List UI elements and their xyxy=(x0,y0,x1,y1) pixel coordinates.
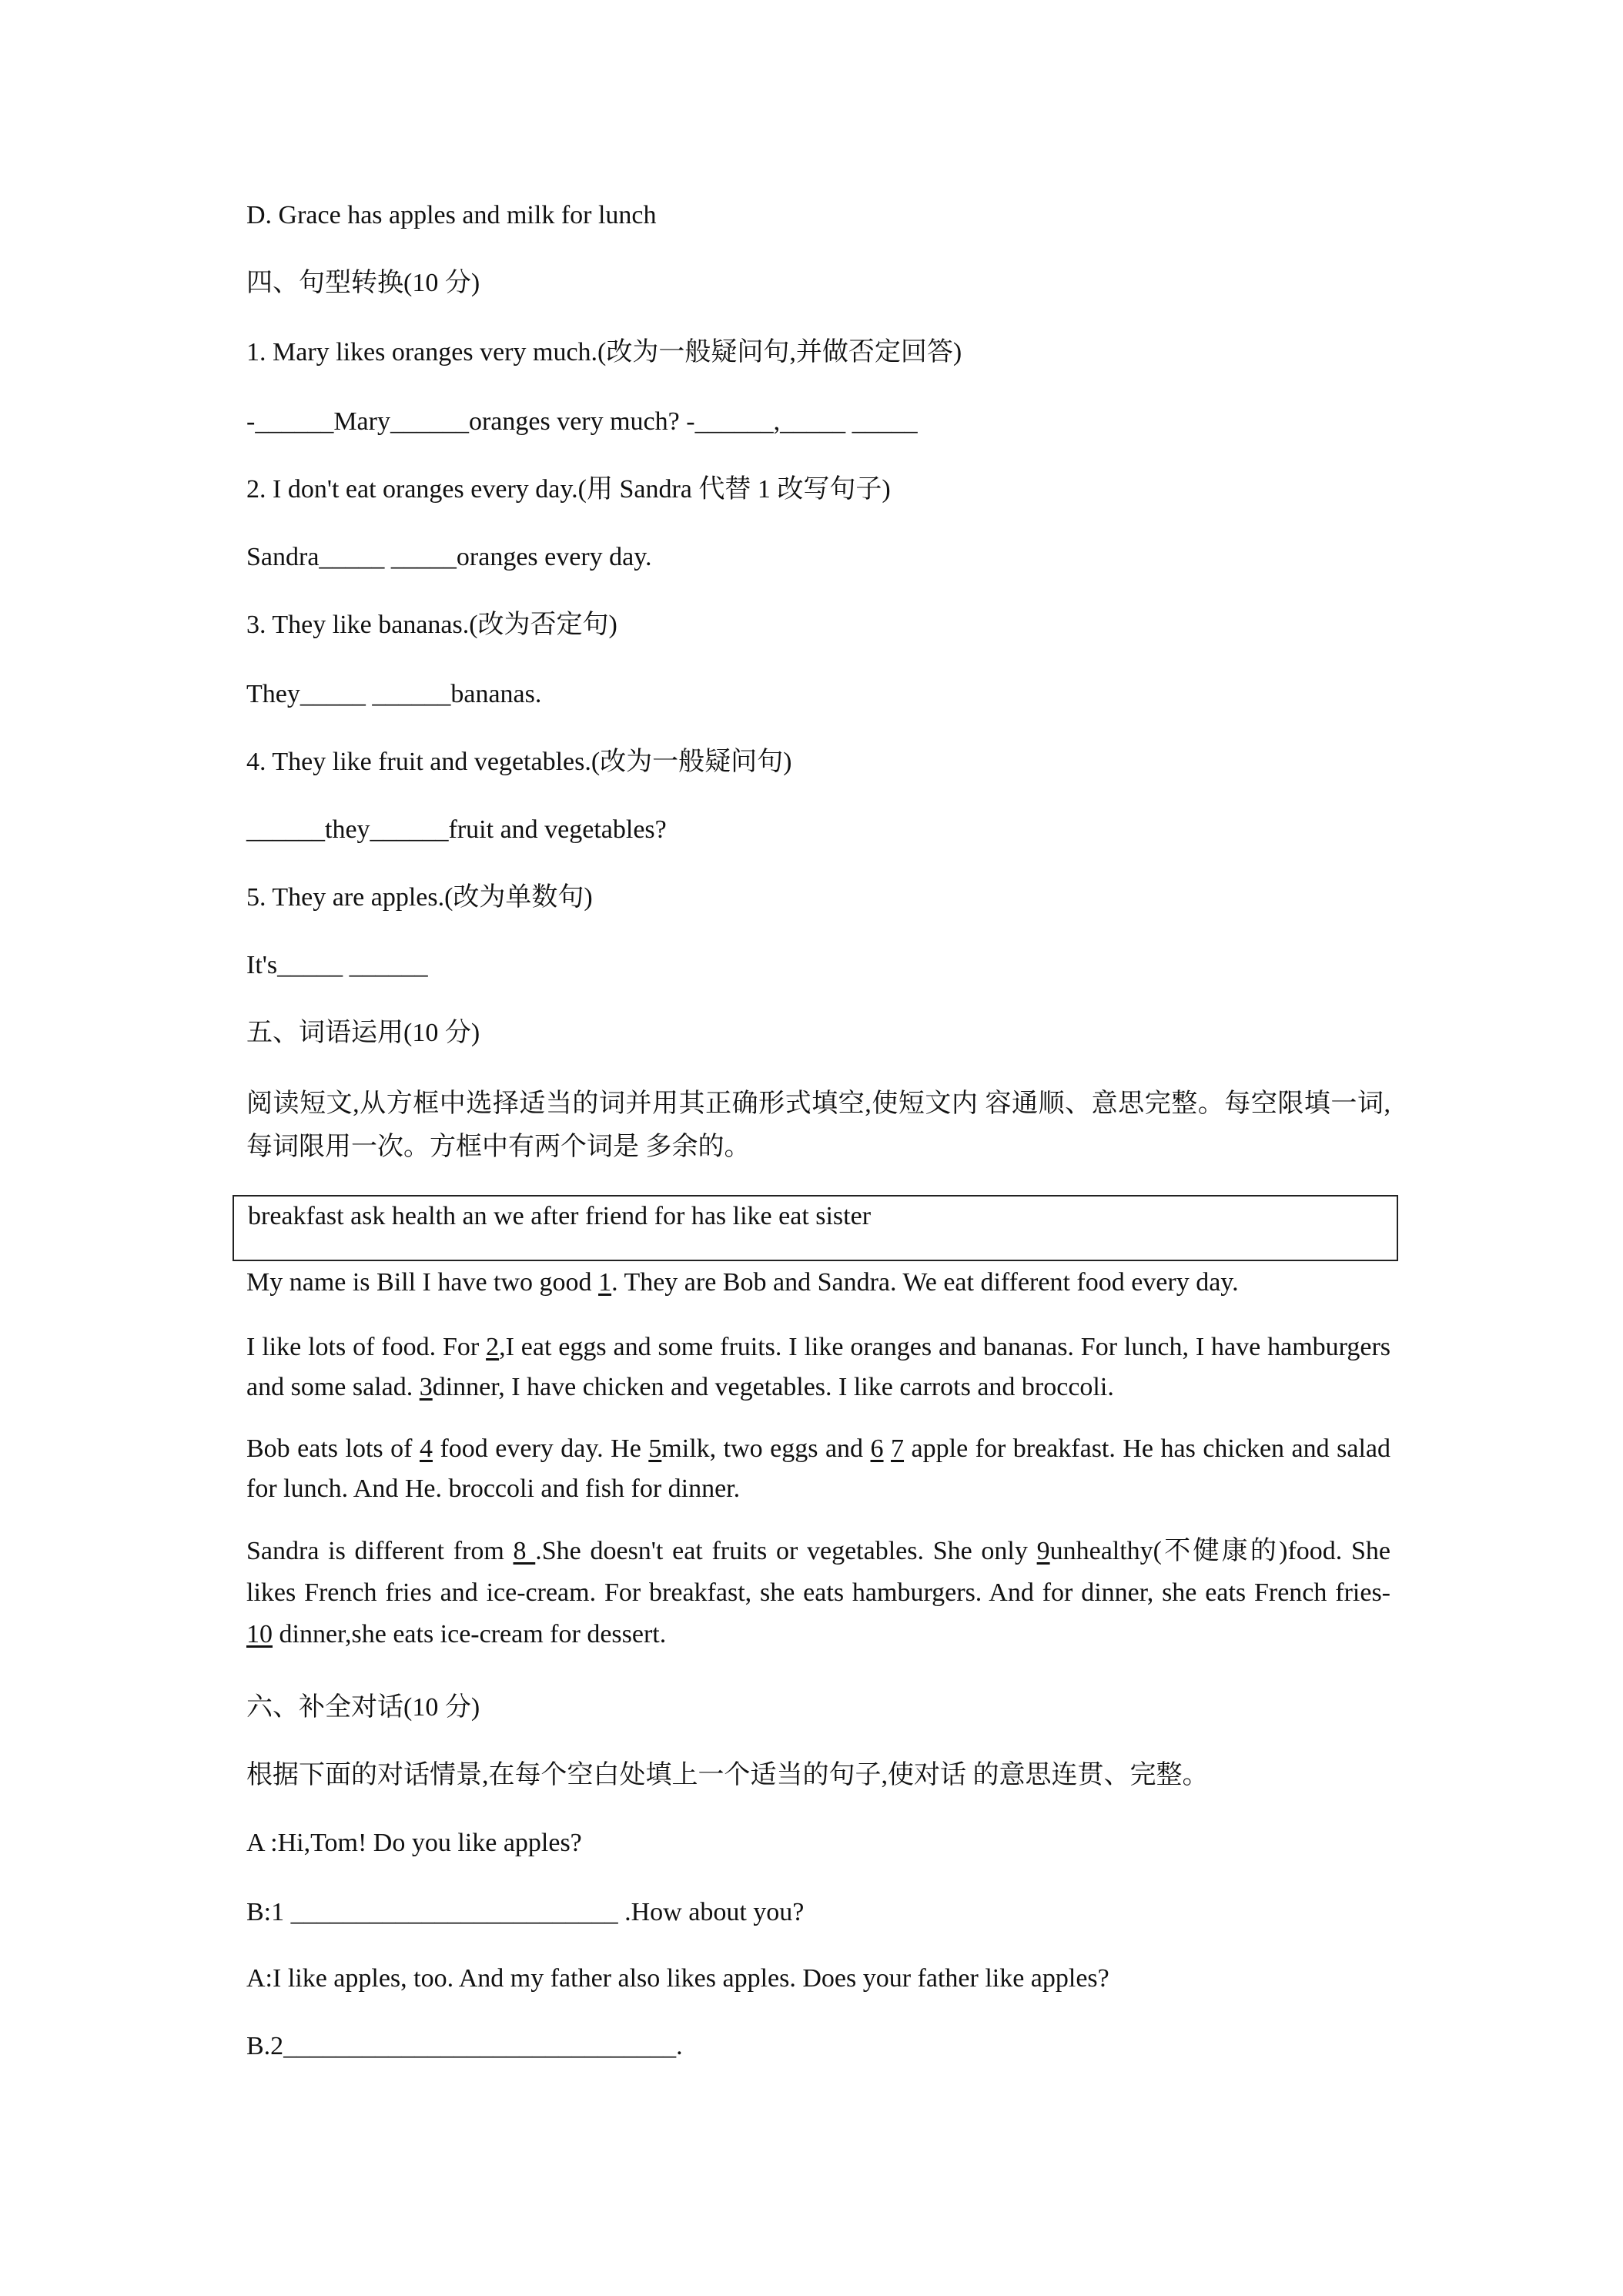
question-5-answer: It's_____ ______ xyxy=(246,951,428,979)
blank-number-6: 6 xyxy=(870,1434,884,1463)
question-2-answer: Sandra_____ _____oranges every day. xyxy=(246,543,652,571)
blank-number-1: 1 xyxy=(598,1268,612,1297)
passage-text: unhealthy(不健康的)food. She likes French fries and ice-cream. For breakfast, she eats hamburgers. And for dinner, she eats French fries- xyxy=(246,1537,1391,1607)
dialogue-line-2 xyxy=(246,1896,804,1930)
section-6-instruction: 根据下面的对话情景,在每个空白处填上一个适当的句子,使对话 的意思连贯、完整。 xyxy=(246,1761,1209,1789)
question-1: 1. Mary likes oranges very much.(改为一般疑问句,并做否定回答) xyxy=(246,338,962,366)
dialogue-line-1: A :Hi,Tom! Do you like apples? xyxy=(246,1829,582,1857)
question-5: 5. They are apples.(改为单数句) xyxy=(246,883,593,912)
passage-text: My name is Bill I have two good xyxy=(246,1268,599,1297)
passage-text xyxy=(884,1434,892,1463)
passage-text: I like lots of food. For xyxy=(246,1333,487,1361)
passage-text: Sandra is different from xyxy=(246,1537,514,1565)
blank-number-4: 4 xyxy=(419,1434,433,1463)
passage-text: milk, two eggs and xyxy=(661,1434,871,1463)
passage-paragraph-3 xyxy=(246,1429,1390,1509)
word-box-text: breakfast ask health an we after friend for has like eat sister xyxy=(248,1202,872,1230)
blank-number-8: 8 xyxy=(513,1537,536,1565)
blank-number-5: 5 xyxy=(648,1434,662,1463)
section-5-instruction: 阅读短文,从方框中选择适当的词并用其正确形式填空,使短文内 容通顺、意思完整。每空限填一词,每词限用一次。方框中有两个词是 多余的。 xyxy=(246,1089,1390,1161)
word-box xyxy=(233,1195,1398,1261)
passage-paragraph-1 xyxy=(246,1263,1390,1303)
blank-number-3: 3 xyxy=(419,1373,433,1401)
dialogue-line-3: A:I like apples, too. And my father also likes apples. Does your father like apples? xyxy=(246,1964,1109,1993)
passage-paragraph-4 xyxy=(246,1531,1390,1655)
dialogue-blank: _________________________ xyxy=(290,1898,618,1926)
section-5-heading: 五、词语运用(10 分) xyxy=(246,1019,480,1047)
question-2: 2. I don't eat oranges every day.(用 Sandra 代替 1 改写句子) xyxy=(246,475,891,504)
section-4-heading: 四、句型转换(10 分) xyxy=(246,269,480,297)
blank-number-10: 10 xyxy=(246,1620,273,1648)
passage-paragraph-2 xyxy=(246,1327,1390,1407)
blank-number-7: 7 xyxy=(891,1434,905,1463)
passage-text: . They are Bob and Sandra. We eat different food every day. xyxy=(611,1268,1239,1297)
dialogue-line-4: B.2______________________________. xyxy=(246,2032,683,2060)
option-d: D. Grace has apples and milk for lunch xyxy=(246,201,657,229)
passage-text: dinner, I have chicken and vegetables. I like carrots and broccoli. xyxy=(432,1373,1114,1401)
blank-number-9: 9 xyxy=(1036,1537,1050,1565)
passage-text: apple for breakfast. He has chicken and salad for lunch. And He. broccoli and fish for dinner. xyxy=(246,1434,1390,1503)
passage-text: food every day. He xyxy=(432,1434,649,1463)
passage-text: ,I eat eggs and some fruits. I like oranges and bananas. For lunch, I have hamburgers and some salad. xyxy=(246,1333,1390,1401)
question-3-answer: They_____ ______bananas. xyxy=(246,680,542,708)
dialogue-text: B:1 xyxy=(246,1898,291,1926)
dialogue-text: .How about you? xyxy=(617,1898,805,1926)
question-3: 3. They like bananas.(改为否定句) xyxy=(246,611,617,639)
question-4: 4. They like fruit and vegetables.(改为一般疑问句) xyxy=(246,748,792,776)
question-1-answer: -______Mary______oranges very much? -______,_____ _____ xyxy=(246,407,918,436)
question-4-answer: ______they______fruit and vegetables? xyxy=(246,815,667,844)
passage-text: .She doesn't eat fruits or vegetables. She only xyxy=(535,1537,1037,1565)
passage-text: Bob eats lots of xyxy=(246,1434,420,1463)
passage-text: dinner,she eats ice-cream for dessert. xyxy=(273,1620,667,1648)
blank-number-2: 2 xyxy=(486,1333,500,1361)
section-6-heading: 六、补全对话(10 分) xyxy=(246,1693,480,1722)
